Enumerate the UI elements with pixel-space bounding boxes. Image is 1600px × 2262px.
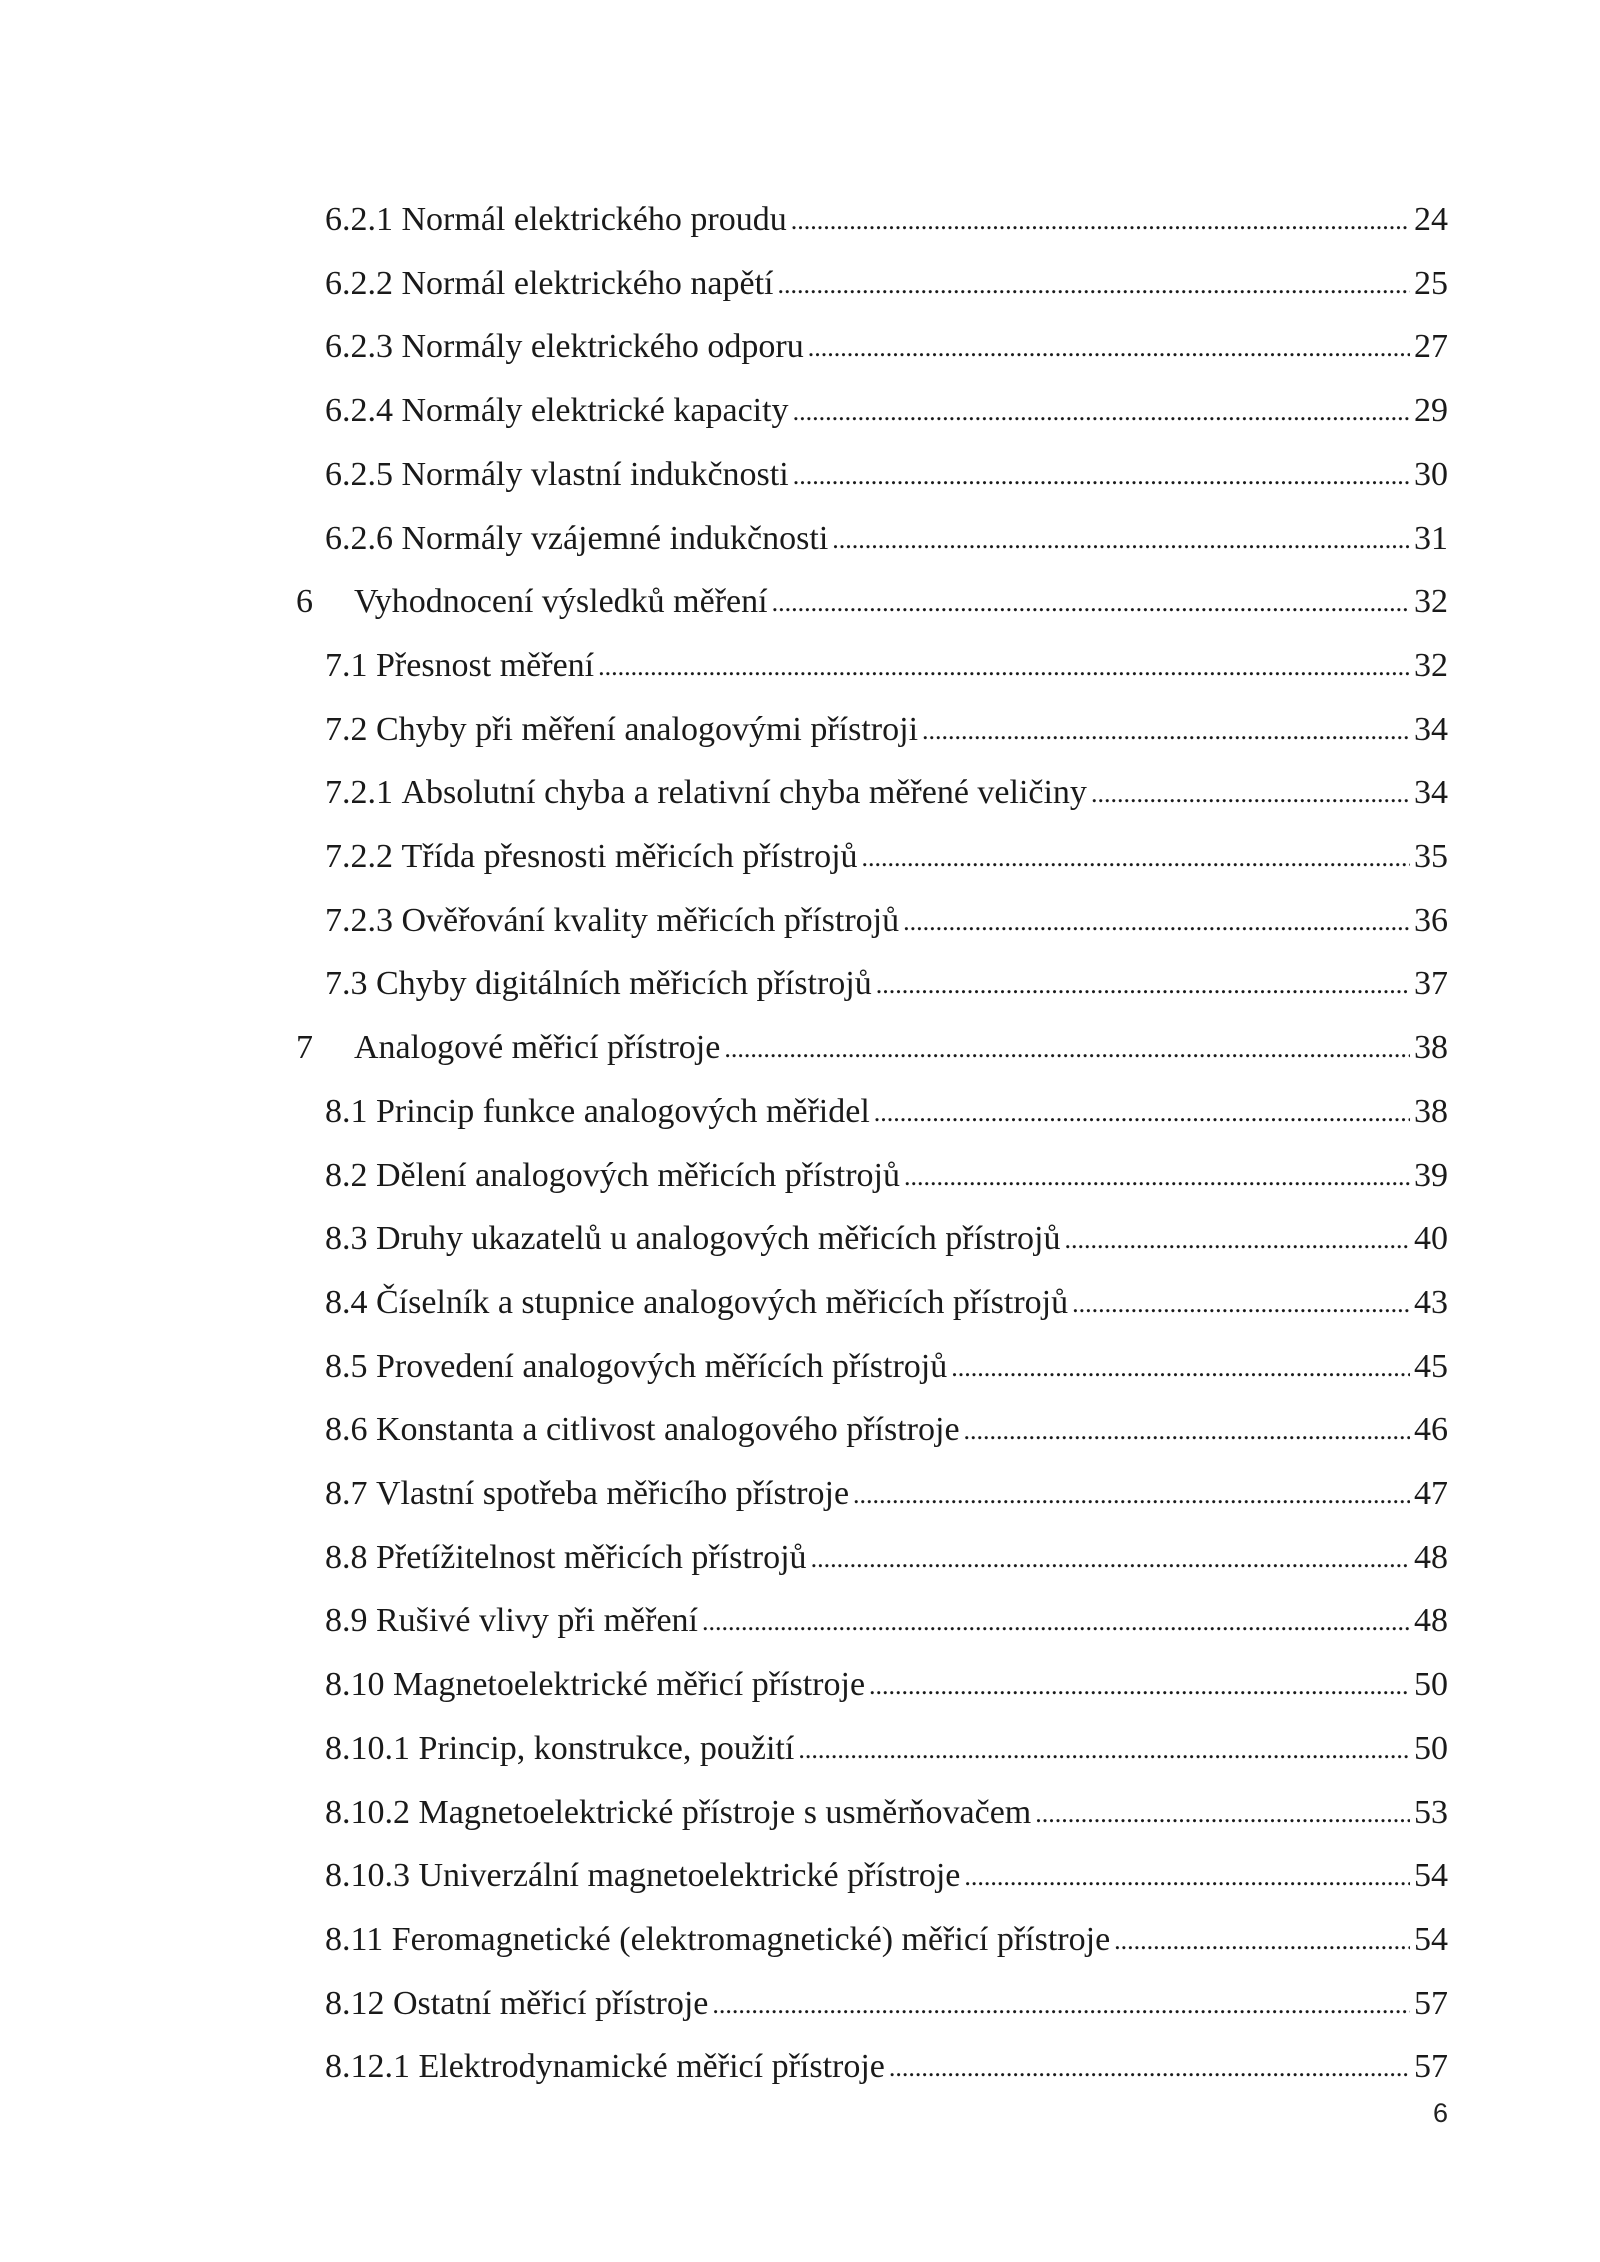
toc-entry-title: Magnetoelektrické přístroje s usměrňovačem xyxy=(418,1793,1032,1831)
toc-entry-page: 48 xyxy=(1414,1602,1448,1640)
toc-entry[interactable] xyxy=(325,698,1448,762)
toc-entry-number: 7 xyxy=(296,1029,313,1067)
toc-dot-leader xyxy=(712,1971,1410,2037)
toc-dot-leader xyxy=(1091,760,1410,826)
toc-entry-number: 8.8 xyxy=(325,1538,368,1576)
toc-dot-leader xyxy=(1072,1270,1410,1336)
toc-entry-title: Chyby digitálních měřicích přístrojů xyxy=(376,965,872,1003)
toc-dot-leader xyxy=(951,1334,1410,1400)
toc-entry-page: 34 xyxy=(1414,710,1448,748)
toc-entry-page: 37 xyxy=(1414,965,1448,1003)
toc-entry-page: 36 xyxy=(1414,901,1448,939)
toc-entry[interactable] xyxy=(325,379,1448,443)
toc-entry[interactable] xyxy=(325,634,1448,698)
toc-entry-number: 7.2.1 xyxy=(325,774,393,812)
toc-entry[interactable] xyxy=(325,1080,1448,1144)
toc-dot-leader xyxy=(1114,1907,1410,1973)
toc-entry-number: 6.2.4 xyxy=(325,392,393,430)
toc-dot-leader xyxy=(853,1461,1410,1527)
toc-entry[interactable] xyxy=(325,507,1448,571)
toc-entry-number: 8.3 xyxy=(325,1220,368,1258)
toc-entry-number: 8.6 xyxy=(325,1411,368,1449)
toc-entry-title: Normál elektrického proudu xyxy=(401,201,787,238)
toc-dot-leader xyxy=(811,1525,1410,1591)
toc-entry-number: 6.2.5 xyxy=(325,455,393,493)
toc-entry-page: 40 xyxy=(1414,1220,1448,1258)
toc-entry-number: 8.1 xyxy=(325,1092,368,1130)
toc-entry-title: Ostatní měřicí přístroje xyxy=(393,1984,709,2022)
toc-entry-number: 8.10.3 xyxy=(325,1857,410,1895)
toc-entry[interactable] xyxy=(325,315,1448,379)
toc-entry[interactable] xyxy=(296,1016,1448,1080)
toc-dot-leader xyxy=(889,2034,1410,2100)
toc-entry-number: 6.2.1 xyxy=(325,201,393,238)
toc-entry[interactable] xyxy=(325,1398,1448,1462)
toc-entry[interactable] xyxy=(325,1144,1448,1208)
toc-entry-title: Univerzální magnetoelektrické přístroje xyxy=(418,1857,961,1895)
toc-dot-leader xyxy=(772,569,1410,635)
toc-entry-number: 7.3 xyxy=(325,965,368,1003)
toc-entry[interactable] xyxy=(325,1271,1448,1335)
toc-entry-title: Princip, konstrukce, použití xyxy=(418,1729,795,1767)
toc-entry-number: 8.11 xyxy=(325,1920,384,1958)
toc-dot-leader xyxy=(964,1843,1410,1909)
toc-entry-page: 29 xyxy=(1414,392,1448,430)
toc-dot-leader xyxy=(702,1588,1410,1654)
toc-entry-page: 50 xyxy=(1414,1729,1448,1767)
toc-entry[interactable] xyxy=(325,761,1448,825)
toc-entry-number: 8.7 xyxy=(325,1475,368,1512)
toc-entry-title: Vyhodnocení výsledků měření xyxy=(354,583,768,621)
toc-entry-number: 7.2.3 xyxy=(325,901,393,939)
toc-dot-leader xyxy=(876,951,1410,1017)
toc-entry-number: 7.2 xyxy=(325,710,368,748)
toc-entry-number: 7.1 xyxy=(325,646,368,684)
toc-dot-leader xyxy=(964,1397,1410,1463)
toc-entry-title: Elektrodynamické měřicí přístroje xyxy=(418,2048,885,2086)
toc-entry-number: 6 xyxy=(296,583,313,621)
toc-entry-page: 24 xyxy=(1414,201,1448,238)
toc-dot-leader xyxy=(724,1015,1410,1081)
toc-entry-title: Dělení analogových měřicích přístrojů xyxy=(376,1156,900,1194)
toc-entry[interactable] xyxy=(325,952,1448,1016)
toc-entry-number: 8.5 xyxy=(325,1347,368,1385)
toc-entry-page: 46 xyxy=(1414,1411,1448,1449)
toc-entry[interactable] xyxy=(325,1526,1448,1590)
toc-entry-number: 6.2.2 xyxy=(325,264,393,302)
toc-entry-page: 45 xyxy=(1414,1347,1448,1385)
toc-entry-page: 53 xyxy=(1414,1793,1448,1831)
toc-dot-leader xyxy=(808,314,1410,380)
page-number: 6 xyxy=(1432,2098,1448,2128)
toc-entry-page: 35 xyxy=(1414,838,1448,875)
toc-dot-leader xyxy=(869,1652,1410,1718)
toc-entry[interactable] xyxy=(296,570,1448,634)
toc-entry-title: Konstanta a citlivost analogového přístroje xyxy=(376,1411,960,1449)
toc-entry-title: Vlastní spotřeba měřicího přístroje xyxy=(376,1475,850,1512)
toc-entry-page: 30 xyxy=(1414,455,1448,493)
toc-entry-page: 47 xyxy=(1414,1475,1448,1512)
toc-dot-leader xyxy=(922,697,1410,763)
toc-entry-number: 8.4 xyxy=(325,1283,368,1321)
toc-dot-leader xyxy=(874,1079,1410,1145)
toc-entry-title: Provedení analogových měřících přístrojů xyxy=(376,1347,948,1385)
toc-entry-title: Analogové měřicí přístroje xyxy=(354,1029,721,1067)
toc-entry-page: 57 xyxy=(1414,2048,1448,2086)
toc-entry[interactable] xyxy=(325,1908,1448,1972)
toc-entry-page: 38 xyxy=(1414,1029,1448,1067)
toc-dot-leader xyxy=(903,888,1410,954)
toc-entry-title: Přesnost měření xyxy=(376,646,595,684)
toc-entry-number: 8.12.1 xyxy=(325,2048,410,2086)
toc-dot-leader xyxy=(598,633,1410,699)
toc-entry-page: 54 xyxy=(1414,1857,1448,1895)
toc-entry-number: 6.2.3 xyxy=(325,328,393,366)
toc-entry-title: Normály elektrického odporu xyxy=(401,328,804,366)
toc-entry[interactable] xyxy=(325,443,1448,507)
toc-entry-page: 34 xyxy=(1414,774,1448,812)
toc-entry[interactable] xyxy=(325,2035,1448,2099)
toc-entry[interactable] xyxy=(325,889,1448,953)
toc-entry-page: 32 xyxy=(1414,646,1448,684)
toc-entry-number: 8.10 xyxy=(325,1666,385,1704)
toc-entry[interactable] xyxy=(325,1653,1448,1717)
toc-entry[interactable] xyxy=(325,1462,1448,1526)
toc-entry-page: 25 xyxy=(1414,264,1448,302)
toc-entry-title: Třída přesnosti měřicích přístrojů xyxy=(401,838,858,875)
toc-entry[interactable] xyxy=(325,1972,1448,2036)
toc-entry-title: Princip funkce analogových měřidel xyxy=(376,1092,870,1130)
toc-entry-page: 50 xyxy=(1414,1666,1448,1704)
toc-entry[interactable] xyxy=(325,1207,1448,1271)
toc-entry[interactable] xyxy=(325,1335,1448,1399)
toc-dot-leader xyxy=(1065,1206,1411,1272)
toc-dot-leader xyxy=(904,1143,1410,1209)
toc-entry[interactable] xyxy=(325,188,1448,252)
toc-entry-title: Normál elektrického napětí xyxy=(401,264,774,302)
toc-dot-leader xyxy=(1035,1780,1410,1846)
toc-entry-number: 8.12 xyxy=(325,1984,385,2022)
toc-entry-title: Normály vlastní indukčnosti xyxy=(401,455,789,493)
toc-entry-title: Rušivé vlivy při měření xyxy=(376,1602,699,1640)
toc-entry-page: 54 xyxy=(1414,1920,1448,1958)
toc-entry-title: Ověřování kvality měřicích přístrojů xyxy=(401,901,900,939)
toc-entry-page: 31 xyxy=(1414,519,1448,557)
toc-entry-number: 8.10.2 xyxy=(325,1793,410,1831)
toc-entry-number: 6.2.6 xyxy=(325,519,393,557)
toc-entry[interactable] xyxy=(325,1844,1448,1908)
toc-entry-number: 8.10.1 xyxy=(325,1729,410,1767)
toc-dot-leader xyxy=(862,824,1410,890)
toc-entry-title: Normály elektrické kapacity xyxy=(401,392,789,430)
toc-entry-page: 48 xyxy=(1414,1538,1448,1576)
toc-entry-title: Absolutní chyba a relativní chyba měřené veličiny xyxy=(401,774,1087,812)
toc-entry-title: Číselník a stupnice analogových měřicích přístrojů xyxy=(376,1283,1069,1321)
toc-dot-leader xyxy=(793,442,1410,508)
toc-entry-title: Druhy ukazatelů u analogových měřicích přístrojů xyxy=(376,1220,1061,1258)
toc-dot-leader xyxy=(791,187,1410,253)
toc-dot-leader xyxy=(798,1716,1410,1782)
toc-entry-page: 57 xyxy=(1414,1984,1448,2022)
toc-entry-number: 8.9 xyxy=(325,1602,368,1640)
toc-entry-page: 39 xyxy=(1414,1156,1448,1194)
toc-entry-title: Feromagnetické (elektromagnetické) měřicí přístroje xyxy=(391,1920,1111,1958)
toc-dot-leader xyxy=(793,378,1410,444)
toc-entry-number: 8.2 xyxy=(325,1156,368,1194)
toc-entry-title: Normály vzájemné indukčnosti xyxy=(401,519,829,557)
toc-entry[interactable] xyxy=(325,252,1448,316)
toc-entry[interactable] xyxy=(325,1717,1448,1781)
toc-entry-title: Magnetoelektrické měřicí přístroje xyxy=(393,1666,866,1704)
toc-entry-page: 43 xyxy=(1414,1283,1448,1321)
toc-entry[interactable] xyxy=(325,1781,1448,1845)
toc-entry-page: 27 xyxy=(1414,328,1448,366)
toc-entry[interactable] xyxy=(325,1589,1448,1653)
toc-entry-page: 38 xyxy=(1414,1092,1448,1130)
toc-dot-leader xyxy=(777,251,1410,317)
toc-entry-title: Přetížitelnost měřicích přístrojů xyxy=(376,1538,807,1576)
toc-entry-page: 32 xyxy=(1414,583,1448,621)
toc-entry[interactable] xyxy=(325,825,1448,889)
toc-dot-leader xyxy=(832,506,1410,572)
toc-entry-title: Chyby při měření analogovými přístroji xyxy=(376,710,919,748)
toc-entry-number: 7.2.2 xyxy=(325,838,393,875)
